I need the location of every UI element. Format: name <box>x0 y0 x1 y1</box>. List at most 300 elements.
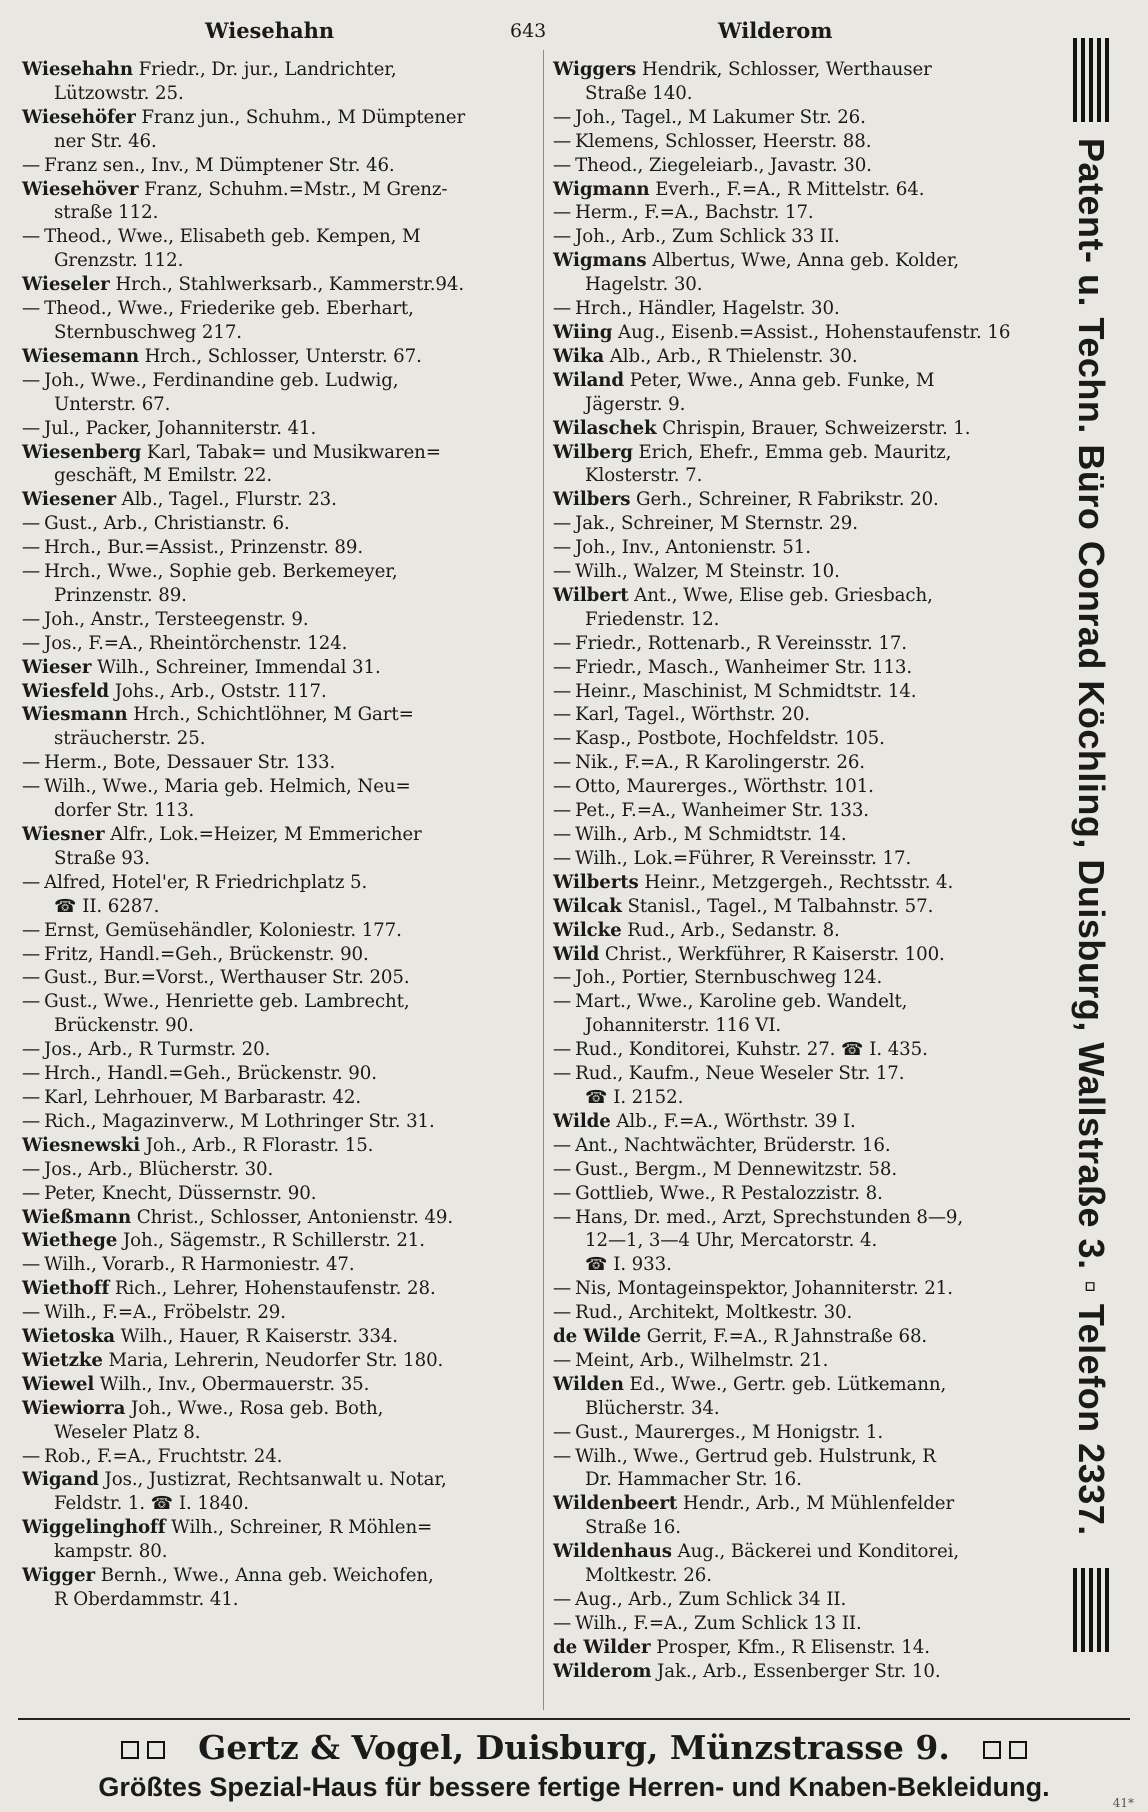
entry-surname: Wildenhaus <box>553 1541 672 1563</box>
entry-continuation: Feldstr. 1. ☎ I. 1840. <box>54 1493 249 1515</box>
directory-entry <box>553 249 1050 297</box>
directory-entry <box>553 775 1050 799</box>
directory-entry <box>553 1110 1050 1134</box>
directory-entry <box>553 560 1050 584</box>
entry-line <box>22 632 540 656</box>
footer-rule <box>18 1718 1130 1720</box>
entry-details: Wilh., Walzer, M Steinstr. 10. <box>575 561 840 583</box>
directory-entry <box>553 632 1050 656</box>
entry-surname: Wießmann <box>22 1206 132 1228</box>
directory-entry <box>553 1660 1050 1684</box>
entry-details: Ernst, Gemüsehändler, Koloniestr. 177. <box>44 919 402 941</box>
entry-line <box>22 1277 540 1301</box>
entry-details: Rud., Konditorei, Kuhstr. 27. ☎ I. 435. <box>575 1039 928 1061</box>
entry-surname: Wilderom <box>553 1660 652 1682</box>
box-ornament-icon <box>147 1741 165 1759</box>
entry-line <box>553 1373 1050 1397</box>
entry-line <box>553 1421 1050 1445</box>
repeat-dash: — <box>553 561 572 583</box>
directory-entry <box>22 106 540 154</box>
directory-entry <box>22 1038 540 1062</box>
entry-details: Alb., F.=A., Wörthstr. 39 I. <box>610 1110 856 1132</box>
directory-entry <box>22 1397 540 1445</box>
directory-entry <box>553 1134 1050 1158</box>
entry-line <box>553 751 1050 775</box>
repeat-dash: — <box>22 943 41 965</box>
entry-line <box>553 847 1050 871</box>
entry-continuation: ner Str. 46. <box>54 130 157 152</box>
directory-entry <box>553 1277 1050 1301</box>
entry-surname: Wiesemann <box>22 345 139 367</box>
entry-details: Pet., F.=A., Wanheimer Str. 133. <box>575 800 869 822</box>
entry-line <box>553 1588 1050 1612</box>
directory-entry <box>553 799 1050 823</box>
entry-line <box>553 225 1050 249</box>
entry-details: Otto, Maurerges., Wörthstr. 101. <box>575 776 874 798</box>
entry-details: Joh., Portier, Sternbuschweg 124. <box>575 967 883 989</box>
repeat-dash: — <box>22 513 41 535</box>
repeat-dash: — <box>22 1445 41 1467</box>
entry-line <box>22 703 540 727</box>
entry-details: Rud., Arb., Sedanstr. 8. <box>621 919 840 941</box>
repeat-dash: — <box>22 871 41 893</box>
entry-line <box>553 369 1050 393</box>
entry-line <box>553 1253 1050 1277</box>
entry-continuation: Klosterstr. 7. <box>585 465 703 487</box>
repeat-dash: — <box>553 513 572 535</box>
entry-line <box>22 1134 540 1158</box>
entry-surname: Wietoska <box>22 1326 115 1348</box>
directory-entry <box>22 1158 540 1182</box>
entry-details: Wilh., Arb., M Schmidtstr. 14. <box>575 824 847 845</box>
directory-entry <box>22 512 540 536</box>
entry-details: Herm., F.=A., Bachstr. 17. <box>575 202 814 224</box>
directory-entry <box>553 130 1050 154</box>
directory-entry <box>553 656 1050 680</box>
entry-details: Heinr., Metzgergeh., Rechtsstr. 4. <box>638 871 954 893</box>
entry-line <box>22 871 540 895</box>
entry-line <box>22 106 540 130</box>
entry-line <box>553 1277 1050 1301</box>
left-column <box>22 58 540 1612</box>
entry-line <box>22 1062 540 1086</box>
repeat-dash: — <box>553 1589 572 1610</box>
entry-line <box>22 417 540 441</box>
entry-details: Wilh., F.=A., Zum Schlick 13 II. <box>575 1612 862 1634</box>
repeat-dash: — <box>22 1302 41 1324</box>
directory-entry <box>553 58 1050 106</box>
directory-entry <box>553 751 1050 775</box>
repeat-dash: — <box>553 967 572 989</box>
entry-line <box>553 441 1050 465</box>
directory-entry <box>22 608 540 632</box>
directory-entry <box>553 417 1050 441</box>
repeat-dash: — <box>553 1349 572 1371</box>
entry-details: Theod., Wwe., Elisabeth geb. Kempen, M <box>44 226 421 248</box>
entry-details: Alfred, Hotel'er, R Friedrichplatz 5. <box>44 871 368 893</box>
entry-line <box>22 919 540 943</box>
entry-details: Mart., Wwe., Karoline geb. Wandelt, <box>575 991 908 1013</box>
directory-entry <box>22 345 540 369</box>
entry-line <box>22 1468 540 1492</box>
repeat-dash: — <box>553 847 572 869</box>
entry-line <box>22 273 540 297</box>
directory-entry <box>22 178 540 226</box>
directory-entry <box>553 966 1050 990</box>
directory-entry <box>553 512 1050 536</box>
directory-entry <box>22 751 540 775</box>
directory-entry <box>553 1325 1050 1349</box>
entry-details: Aug., Arb., Zum Schlick 34 II. <box>575 1589 847 1610</box>
directory-entry <box>553 1301 1050 1325</box>
repeat-dash: — <box>553 656 572 678</box>
entry-line <box>553 1110 1050 1134</box>
entry-line <box>22 943 540 967</box>
entry-line <box>22 608 540 632</box>
repeat-dash: — <box>553 1421 572 1443</box>
directory-entry <box>22 656 540 680</box>
entry-line <box>22 823 540 847</box>
entry-details: Rich., Magazinverw., M Lothringer Str. 31. <box>44 1110 435 1132</box>
directory-entry <box>22 273 540 297</box>
entry-surname: Wiggers <box>553 59 637 80</box>
entry-surname: de Wilde <box>553 1326 642 1348</box>
entry-continuation: Dr. Hammacher Str. 16. <box>585 1469 802 1491</box>
repeat-dash: — <box>22 1254 41 1276</box>
entry-surname: Wieseler <box>22 274 110 296</box>
side-ornament-top <box>1073 38 1109 122</box>
entry-surname: Wiesnewski <box>22 1134 141 1156</box>
directory-entry <box>553 1206 1050 1254</box>
repeat-dash: — <box>22 1110 41 1132</box>
directory-entry <box>22 703 540 751</box>
repeat-dash: — <box>22 561 41 583</box>
entry-line <box>553 178 1050 202</box>
entry-details: Alb., Arb., R Thielenstr. 30. <box>604 345 858 367</box>
header-left-word: Wiesehahn <box>205 18 335 43</box>
repeat-dash: — <box>553 1063 572 1085</box>
entry-line <box>553 1540 1050 1564</box>
entry-details: Hrch., Handl.=Geh., Brückenstr. 90. <box>44 1063 377 1085</box>
entry-details: Jos., Arb., R Turmstr. 20. <box>44 1039 271 1061</box>
header-right-word: Wilderom <box>718 18 833 43</box>
entry-details: Hendrik, Schlosser, Werthauser <box>636 59 932 80</box>
entry-line <box>22 178 540 202</box>
repeat-dash: — <box>22 1063 41 1085</box>
entry-continuation: Johanniterstr. 116 VI. <box>585 1015 782 1037</box>
repeat-dash: — <box>22 537 41 559</box>
repeat-dash: — <box>553 154 572 176</box>
directory-entry <box>553 1158 1050 1182</box>
entry-surname: Wigand <box>22 1469 99 1491</box>
repeat-dash: — <box>553 632 572 654</box>
entry-details: Wilh., F.=A., Fröbelstr. 29. <box>44 1302 286 1324</box>
entry-details: Hendr., Arb., M Mühlenfelder <box>677 1493 955 1515</box>
directory-entry <box>553 297 1050 321</box>
directory-entry <box>22 488 540 512</box>
entry-details: Peter, Wwe., Anna geb. Funke, M <box>624 369 935 391</box>
entry-line <box>553 1612 1050 1636</box>
entry-line <box>553 943 1050 967</box>
entry-details: Theod., Ziegeleiarb., Javastr. 30. <box>575 154 872 176</box>
entry-line <box>22 1206 540 1230</box>
directory-entry <box>553 106 1050 130</box>
entry-line <box>22 1182 540 1206</box>
entry-details: Maria, Lehrerin, Neudorfer Str. 180. <box>102 1349 444 1371</box>
entry-continuation: ☎ II. 6287. <box>54 895 160 917</box>
directory-entry <box>22 871 540 919</box>
directory-entry <box>22 560 540 608</box>
entry-surname: Wietzke <box>22 1349 103 1371</box>
entry-line <box>22 1373 540 1397</box>
entry-line <box>553 990 1050 1014</box>
entry-line <box>553 560 1050 584</box>
entry-surname: Wildenbeert <box>553 1493 678 1515</box>
entry-surname: Wiland <box>553 369 625 391</box>
entry-details: Christ., Werkführer, R Kaiserstr. 100. <box>599 943 945 965</box>
repeat-dash: — <box>22 1039 41 1061</box>
entry-details: Gust., Maurerges., M Honigstr. 1. <box>575 1421 884 1443</box>
directory-entry <box>22 966 540 990</box>
entry-line <box>553 1492 1050 1516</box>
directory-entry <box>553 536 1050 560</box>
repeat-dash: — <box>22 991 41 1013</box>
repeat-dash: — <box>22 776 41 798</box>
entry-line <box>553 1134 1050 1158</box>
entry-surname: Wiesfeld <box>22 680 110 702</box>
entry-line <box>553 106 1050 130</box>
column-divider <box>543 50 544 1710</box>
entry-details: Ed., Wwe., Gertr. geb. Lütkemann, <box>623 1373 947 1395</box>
entry-line <box>553 1062 1050 1086</box>
directory-entry <box>22 154 540 178</box>
directory-entry <box>553 1588 1050 1612</box>
entry-line <box>22 441 540 465</box>
entry-details: Friedr., Rottenarb., R Vereinsstr. 17. <box>575 632 907 654</box>
entry-line <box>553 1445 1050 1469</box>
repeat-dash: — <box>553 1182 572 1204</box>
entry-details: Joh., Wwe., Ferdinandine geb. Ludwig, <box>44 369 399 391</box>
entry-details: Rich., Lehrer, Hohenstaufenstr. 28. <box>109 1278 436 1300</box>
entry-line <box>22 1301 540 1325</box>
directory-entry <box>553 823 1050 847</box>
entry-line <box>553 1325 1050 1349</box>
repeat-dash: — <box>553 1445 572 1467</box>
entry-line <box>22 751 540 775</box>
entry-details: Aug., Bäckerei und Konditorei, <box>671 1541 960 1563</box>
entry-details: Prosper, Kfm., R Elisenstr. 14. <box>650 1636 930 1658</box>
entry-details: Heinr., Maschinist, M Schmidtstr. 14. <box>575 680 917 702</box>
directory-entry <box>553 345 1050 369</box>
entry-details: Joh., Inv., Antonienstr. 51. <box>575 537 811 559</box>
entry-line <box>22 1564 540 1588</box>
directory-entry <box>22 1134 540 1158</box>
directory-entry <box>22 1516 540 1564</box>
entry-continuation: Blücherstr. 34. <box>585 1397 720 1419</box>
entry-surname: Wigger <box>22 1565 96 1587</box>
directory-entry <box>22 297 540 345</box>
footer-advertisement-line1 <box>18 1728 1130 1767</box>
entry-surname: Wiesehöver <box>22 178 139 200</box>
repeat-dash: — <box>553 1278 572 1300</box>
entry-details: Karl, Lehrhouer, M Barbarastr. 42. <box>44 1086 361 1108</box>
entry-details: Nis, Montageinspektor, Johanniterstr. 21. <box>575 1278 953 1300</box>
footer-ad-title: Gertz & Vogel, Duisburg, Münzstrasse 9. <box>198 1728 950 1767</box>
entry-continuation: Friedenstr. 12. <box>585 608 720 630</box>
entry-line <box>553 823 1050 847</box>
entry-details: Gust., Arb., Christianstr. 6. <box>44 513 290 535</box>
entry-surname: Wiesmann <box>22 704 128 726</box>
entry-details: Wilh., Schreiner, Immendal 31. <box>91 656 381 678</box>
directory-entry <box>22 1253 540 1277</box>
entry-surname: Wiesener <box>22 489 116 511</box>
entry-details: Gerrit, F.=A., R Jahnstraße 68. <box>641 1326 928 1348</box>
entry-details: Gust., Wwe., Henriette geb. Lambrecht, <box>44 991 410 1013</box>
repeat-dash: — <box>22 226 41 248</box>
entry-details: Jak., Arb., Essenberger Str. 10. <box>651 1660 941 1682</box>
directory-entry <box>553 441 1050 489</box>
directory-entry <box>22 919 540 943</box>
entry-continuation: Straße 140. <box>585 82 693 104</box>
entry-details: Everh., F.=A., R Mittelstr. 64. <box>649 178 925 200</box>
repeat-dash: — <box>22 369 41 391</box>
side-advertisement-text: Patent- u. Techn. Büro Conrad Köchling, Duisburg, Wallstraße 3. ▫ Telefon 2337. <box>1071 138 1112 1536</box>
directory-entry <box>553 943 1050 967</box>
entry-details: Wilh., Schreiner, R Möhlen= <box>165 1517 433 1539</box>
directory-entry <box>22 441 540 489</box>
entry-details: Fritz, Handl.=Geh., Brückenstr. 90. <box>44 943 369 965</box>
entry-details: Herm., Bote, Dessauer Str. 133. <box>44 752 336 774</box>
directory-entry <box>553 1182 1050 1206</box>
entry-surname: Wigmann <box>553 178 650 200</box>
entry-surname: Wiethege <box>22 1230 118 1252</box>
entry-details: Hrch., Schlosser, Unterstr. 67. <box>138 345 422 367</box>
entry-continuation: Prinzenstr. 89. <box>54 584 187 606</box>
signature-mark: 41* <box>1112 1796 1134 1810</box>
directory-entry <box>553 1421 1050 1445</box>
entry-line <box>22 1086 540 1110</box>
entry-details: Joh., Arb., Zum Schlick 33 II. <box>575 226 840 248</box>
directory-entry <box>22 775 540 823</box>
repeat-dash: — <box>553 728 572 750</box>
entry-details: Wilh., Inv., Obermauerstr. 35. <box>94 1373 370 1395</box>
entry-surname: Wilbert <box>553 584 629 606</box>
entry-line <box>553 201 1050 225</box>
entry-details: Rud., Architekt, Moltkestr. 30. <box>575 1302 853 1324</box>
entry-surname: Wilcak <box>553 895 622 917</box>
entry-surname: Wilbers <box>553 489 631 511</box>
entry-details: Wilh., Vorarb., R Harmoniestr. 47. <box>44 1254 355 1276</box>
repeat-dash: — <box>553 824 572 845</box>
entry-line <box>553 512 1050 536</box>
entry-details: Hans, Dr. med., Arzt, Sprechstunden 8—9, <box>575 1206 964 1228</box>
directory-entry <box>22 1468 540 1516</box>
entry-line <box>553 966 1050 990</box>
entry-details: Christ., Schlosser, Antonienstr. 49. <box>131 1206 454 1228</box>
repeat-dash: — <box>22 608 41 630</box>
directory-entry <box>553 847 1050 871</box>
entry-details: Jak., Schreiner, M Sternstr. 29. <box>575 513 858 535</box>
entry-line <box>553 656 1050 680</box>
repeat-dash: — <box>553 1158 572 1180</box>
entry-line <box>22 775 540 799</box>
entry-continuation: kampstr. 80. <box>54 1541 168 1563</box>
repeat-dash: — <box>553 776 572 798</box>
entry-continuation: Sternbuschweg 217. <box>54 321 242 343</box>
directory-entry <box>22 417 540 441</box>
directory-entry <box>553 1349 1050 1373</box>
repeat-dash: — <box>553 130 572 152</box>
entry-details: Alfr., Lok.=Heizer, M Emmericher <box>104 824 422 845</box>
entry-details: Wilh., Wwe., Maria geb. Helmich, Neu= <box>44 776 411 798</box>
entry-line <box>553 58 1050 82</box>
entry-line <box>553 919 1050 943</box>
directory-entry <box>22 1301 540 1325</box>
entry-line <box>22 680 540 704</box>
entry-details: Ant., Wwe, Elise geb. Griesbach, <box>628 584 933 606</box>
box-ornament-icon <box>1009 1741 1027 1759</box>
entry-details: Friedr., Dr. jur., Landrichter, <box>132 59 397 80</box>
entry-line <box>22 345 540 369</box>
directory-entry <box>553 703 1050 727</box>
entry-continuation: Straße 16. <box>585 1517 681 1539</box>
entry-surname: Wiewiorra <box>22 1397 126 1419</box>
entry-line <box>553 680 1050 704</box>
entry-line <box>553 799 1050 823</box>
repeat-dash: — <box>553 991 572 1013</box>
entry-continuation: dorfer Str. 113. <box>54 800 195 822</box>
repeat-dash: — <box>553 1134 572 1156</box>
entry-surname: Wilden <box>553 1373 624 1395</box>
entry-line <box>22 1110 540 1134</box>
entry-continuation: straße 112. <box>54 202 159 224</box>
entry-surname: de Wilder <box>553 1636 651 1658</box>
directory-entry <box>22 1086 540 1110</box>
directory-entry <box>22 1206 540 1230</box>
entry-details: Ant., Nachtwächter, Brüderstr. 16. <box>575 1134 891 1156</box>
entry-details: Wilh., Hauer, R Kaiserstr. 334. <box>114 1326 398 1348</box>
repeat-dash: — <box>553 1302 572 1324</box>
entry-line <box>553 727 1050 751</box>
entry-line <box>553 1038 1050 1062</box>
entry-surname: Wilberg <box>553 441 633 463</box>
entry-details: Jos., Justizrat, Rechtsanwalt u. Notar, <box>98 1469 447 1491</box>
entry-details: Johs., Arb., Oststr. 117. <box>109 680 327 702</box>
entry-details: Meint, Arb., Wilhelmstr. 21. <box>575 1349 829 1371</box>
entry-details: Franz sen., Inv., M Dümptener Str. 46. <box>44 154 395 176</box>
repeat-dash: — <box>553 106 572 128</box>
entry-line <box>22 512 540 536</box>
repeat-dash: — <box>22 967 41 989</box>
directory-entry <box>553 1373 1050 1421</box>
repeat-dash: — <box>553 1039 572 1061</box>
entry-continuation: R Oberdammstr. 41. <box>54 1589 239 1610</box>
entry-line <box>553 1301 1050 1325</box>
entry-continuation: Lützowstr. 25. <box>54 82 184 104</box>
entry-surname: Wilde <box>553 1110 611 1132</box>
entry-details: Gerh., Schreiner, R Fabrikstr. 20. <box>630 489 939 511</box>
entry-line <box>553 1636 1050 1660</box>
entry-surname: Wilberts <box>553 871 639 893</box>
entry-details: Peter, Knecht, Düssernstr. 90. <box>44 1182 317 1204</box>
entry-continuation: Unterstr. 67. <box>54 393 171 415</box>
entry-details: Wilh., Wwe., Gertrud geb. Hulstrunk, R <box>575 1445 936 1467</box>
entry-surname: Wiesner <box>22 824 105 845</box>
directory-entry <box>553 1636 1050 1660</box>
entry-continuation: Moltkestr. 26. <box>585 1565 712 1587</box>
entry-details: Joh., Anstr., Tersteegenstr. 9. <box>44 608 309 630</box>
entry-details: Karl, Tagel., Wörthstr. 20. <box>575 704 810 726</box>
